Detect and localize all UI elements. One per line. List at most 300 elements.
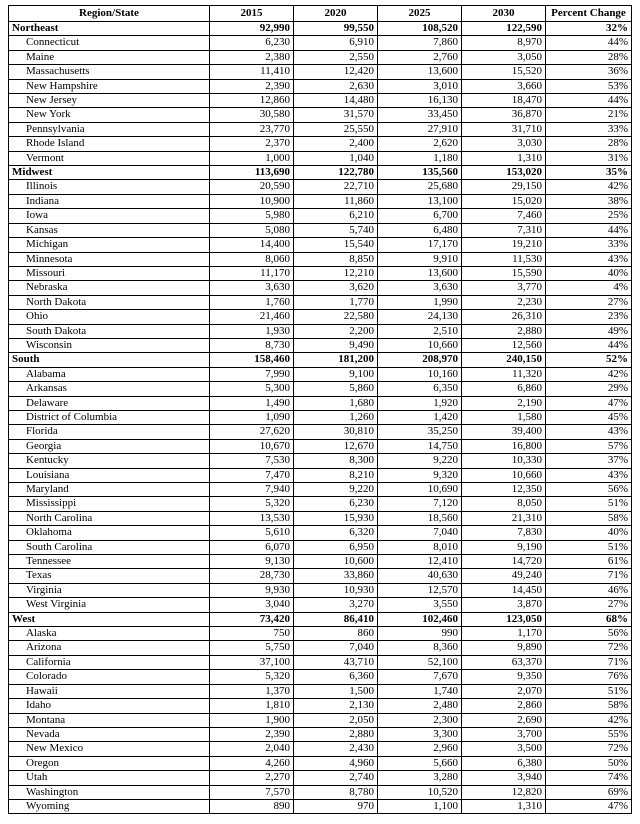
value-2020: 6,230 bbox=[294, 497, 378, 511]
state-name: Alabama bbox=[9, 367, 210, 381]
state-name: Louisiana bbox=[9, 468, 210, 482]
state-name: Colorado bbox=[9, 670, 210, 684]
value-2015: 5,300 bbox=[210, 382, 294, 396]
region-percent-change: 35% bbox=[546, 166, 632, 180]
percent-change: 40% bbox=[546, 526, 632, 540]
value-2030: 7,310 bbox=[462, 223, 546, 237]
value-2020: 2,130 bbox=[294, 699, 378, 713]
percent-change: 56% bbox=[546, 627, 632, 641]
value-2020: 6,910 bbox=[294, 36, 378, 50]
value-2015: 6,070 bbox=[210, 540, 294, 554]
value-2025: 10,690 bbox=[378, 483, 462, 497]
percent-change: 33% bbox=[546, 238, 632, 252]
value-2015: 9,130 bbox=[210, 555, 294, 569]
state-name: Tennessee bbox=[9, 555, 210, 569]
value-2030: 15,020 bbox=[462, 194, 546, 208]
percent-change: 42% bbox=[546, 713, 632, 727]
value-2020: 1,500 bbox=[294, 684, 378, 698]
region-value-2030: 122,590 bbox=[462, 22, 546, 36]
value-2025: 6,700 bbox=[378, 209, 462, 223]
state-name: Rhode Island bbox=[9, 137, 210, 151]
table-row bbox=[9, 742, 632, 756]
table-row bbox=[9, 324, 632, 338]
value-2025: 1,180 bbox=[378, 151, 462, 165]
value-2030: 15,590 bbox=[462, 266, 546, 280]
percent-change: 43% bbox=[546, 468, 632, 482]
value-2020: 25,550 bbox=[294, 122, 378, 136]
percent-change: 51% bbox=[546, 684, 632, 698]
value-2030: 15,520 bbox=[462, 65, 546, 79]
value-2025: 2,760 bbox=[378, 50, 462, 64]
region-row bbox=[9, 22, 632, 36]
state-name: Virginia bbox=[9, 583, 210, 597]
value-2030: 3,700 bbox=[462, 727, 546, 741]
value-2020: 12,670 bbox=[294, 439, 378, 453]
percent-change: 44% bbox=[546, 338, 632, 352]
percent-change: 46% bbox=[546, 583, 632, 597]
value-2025: 7,120 bbox=[378, 497, 462, 511]
value-2020: 8,850 bbox=[294, 252, 378, 266]
value-2025: 13,100 bbox=[378, 194, 462, 208]
percent-change: 27% bbox=[546, 598, 632, 612]
value-2015: 8,730 bbox=[210, 338, 294, 352]
state-name: Michigan bbox=[9, 238, 210, 252]
value-2025: 35,250 bbox=[378, 425, 462, 439]
value-2020: 2,550 bbox=[294, 50, 378, 64]
value-2030: 3,050 bbox=[462, 50, 546, 64]
table-row bbox=[9, 454, 632, 468]
value-2025: 2,510 bbox=[378, 324, 462, 338]
percent-change: 56% bbox=[546, 483, 632, 497]
value-2025: 27,910 bbox=[378, 122, 462, 136]
value-2020: 8,210 bbox=[294, 468, 378, 482]
value-2020: 7,040 bbox=[294, 641, 378, 655]
value-2025: 9,320 bbox=[378, 468, 462, 482]
value-2025: 2,620 bbox=[378, 137, 462, 151]
value-2025: 9,220 bbox=[378, 454, 462, 468]
table-row bbox=[9, 194, 632, 208]
value-2030: 36,870 bbox=[462, 108, 546, 122]
region-value-2025: 135,560 bbox=[378, 166, 462, 180]
percent-change: 47% bbox=[546, 799, 632, 813]
value-2030: 12,820 bbox=[462, 785, 546, 799]
value-2025: 25,680 bbox=[378, 180, 462, 194]
value-2030: 10,660 bbox=[462, 468, 546, 482]
table-row bbox=[9, 526, 632, 540]
value-2030: 6,860 bbox=[462, 382, 546, 396]
state-name: West Virginia bbox=[9, 598, 210, 612]
value-2030: 19,210 bbox=[462, 238, 546, 252]
table-row bbox=[9, 382, 632, 396]
value-2030: 1,310 bbox=[462, 151, 546, 165]
region-value-2020: 99,550 bbox=[294, 22, 378, 36]
value-2015: 8,060 bbox=[210, 252, 294, 266]
value-2020: 1,680 bbox=[294, 396, 378, 410]
region-value-2025: 102,460 bbox=[378, 612, 462, 626]
value-2020: 9,100 bbox=[294, 367, 378, 381]
value-2015: 14,400 bbox=[210, 238, 294, 252]
table-row bbox=[9, 727, 632, 741]
value-2025: 40,630 bbox=[378, 569, 462, 583]
value-2015: 890 bbox=[210, 799, 294, 813]
value-2015: 10,900 bbox=[210, 194, 294, 208]
value-2020: 2,400 bbox=[294, 137, 378, 151]
value-2030: 21,310 bbox=[462, 511, 546, 525]
value-2030: 2,860 bbox=[462, 699, 546, 713]
value-2030: 1,170 bbox=[462, 627, 546, 641]
value-2025: 6,480 bbox=[378, 223, 462, 237]
value-2025: 1,740 bbox=[378, 684, 462, 698]
state-name: Wyoming bbox=[9, 799, 210, 813]
table-row bbox=[9, 799, 632, 813]
region-value-2015: 92,990 bbox=[210, 22, 294, 36]
state-name: Illinois bbox=[9, 180, 210, 194]
percent-change: 44% bbox=[546, 94, 632, 108]
state-name: Delaware bbox=[9, 396, 210, 410]
table-row bbox=[9, 180, 632, 194]
value-2015: 750 bbox=[210, 627, 294, 641]
table-row bbox=[9, 209, 632, 223]
table-row bbox=[9, 771, 632, 785]
table-row bbox=[9, 699, 632, 713]
percent-change: 23% bbox=[546, 310, 632, 324]
value-2025: 1,420 bbox=[378, 410, 462, 424]
value-2025: 17,170 bbox=[378, 238, 462, 252]
value-2030: 2,690 bbox=[462, 713, 546, 727]
value-2030: 12,350 bbox=[462, 483, 546, 497]
value-2020: 2,200 bbox=[294, 324, 378, 338]
header-percent-change: Percent Change bbox=[546, 6, 632, 22]
state-name: Alaska bbox=[9, 627, 210, 641]
table-row bbox=[9, 223, 632, 237]
value-2020: 30,810 bbox=[294, 425, 378, 439]
value-2030: 3,500 bbox=[462, 742, 546, 756]
value-2025: 12,570 bbox=[378, 583, 462, 597]
region-row bbox=[9, 353, 632, 367]
state-name: Vermont bbox=[9, 151, 210, 165]
state-name: Oregon bbox=[9, 756, 210, 770]
value-2030: 1,580 bbox=[462, 410, 546, 424]
value-2020: 10,600 bbox=[294, 555, 378, 569]
region-row bbox=[9, 166, 632, 180]
state-name: Arizona bbox=[9, 641, 210, 655]
value-2015: 21,460 bbox=[210, 310, 294, 324]
region-value-2015: 158,460 bbox=[210, 353, 294, 367]
percent-change: 36% bbox=[546, 65, 632, 79]
table-row bbox=[9, 756, 632, 770]
value-2030: 2,190 bbox=[462, 396, 546, 410]
value-2025: 2,300 bbox=[378, 713, 462, 727]
region-percent-change: 52% bbox=[546, 353, 632, 367]
value-2030: 14,720 bbox=[462, 555, 546, 569]
value-2020: 12,210 bbox=[294, 266, 378, 280]
state-name: Missouri bbox=[9, 266, 210, 280]
value-2015: 20,590 bbox=[210, 180, 294, 194]
percent-change: 72% bbox=[546, 742, 632, 756]
table-row bbox=[9, 670, 632, 684]
value-2030: 16,800 bbox=[462, 439, 546, 453]
value-2030: 18,470 bbox=[462, 94, 546, 108]
value-2015: 5,610 bbox=[210, 526, 294, 540]
value-2030: 49,240 bbox=[462, 569, 546, 583]
value-2015: 27,620 bbox=[210, 425, 294, 439]
header-2020: 2020 bbox=[294, 6, 378, 22]
percent-change: 58% bbox=[546, 699, 632, 713]
value-2015: 1,930 bbox=[210, 324, 294, 338]
value-2020: 4,960 bbox=[294, 756, 378, 770]
state-name: Indiana bbox=[9, 194, 210, 208]
value-2020: 9,220 bbox=[294, 483, 378, 497]
value-2015: 23,770 bbox=[210, 122, 294, 136]
value-2025: 13,600 bbox=[378, 266, 462, 280]
value-2020: 6,950 bbox=[294, 540, 378, 554]
value-2020: 6,210 bbox=[294, 209, 378, 223]
value-2020: 2,880 bbox=[294, 727, 378, 741]
table-row bbox=[9, 684, 632, 698]
value-2030: 11,320 bbox=[462, 367, 546, 381]
value-2030: 2,070 bbox=[462, 684, 546, 698]
table-row bbox=[9, 310, 632, 324]
region-name: Northeast bbox=[9, 22, 210, 36]
percent-change: 42% bbox=[546, 367, 632, 381]
value-2015: 37,100 bbox=[210, 655, 294, 669]
state-name: Maryland bbox=[9, 483, 210, 497]
value-2015: 2,270 bbox=[210, 771, 294, 785]
value-2015: 2,390 bbox=[210, 727, 294, 741]
percent-change: 40% bbox=[546, 266, 632, 280]
state-name: Nevada bbox=[9, 727, 210, 741]
value-2025: 1,920 bbox=[378, 396, 462, 410]
state-name: California bbox=[9, 655, 210, 669]
value-2030: 3,870 bbox=[462, 598, 546, 612]
region-value-2025: 108,520 bbox=[378, 22, 462, 36]
table-row bbox=[9, 367, 632, 381]
value-2030: 8,970 bbox=[462, 36, 546, 50]
table-row bbox=[9, 338, 632, 352]
state-name: Oklahoma bbox=[9, 526, 210, 540]
value-2030: 9,350 bbox=[462, 670, 546, 684]
region-percent-change: 32% bbox=[546, 22, 632, 36]
table-row bbox=[9, 627, 632, 641]
value-2025: 16,130 bbox=[378, 94, 462, 108]
value-2025: 33,450 bbox=[378, 108, 462, 122]
value-2030: 29,150 bbox=[462, 180, 546, 194]
header-2025: 2025 bbox=[378, 6, 462, 22]
value-2030: 3,940 bbox=[462, 771, 546, 785]
value-2020: 33,860 bbox=[294, 569, 378, 583]
percent-change: 28% bbox=[546, 137, 632, 151]
percent-change: 50% bbox=[546, 756, 632, 770]
value-2030: 7,460 bbox=[462, 209, 546, 223]
value-2030: 11,530 bbox=[462, 252, 546, 266]
percent-change: 28% bbox=[546, 50, 632, 64]
value-2025: 14,750 bbox=[378, 439, 462, 453]
value-2020: 970 bbox=[294, 799, 378, 813]
value-2015: 2,040 bbox=[210, 742, 294, 756]
state-name: Nebraska bbox=[9, 281, 210, 295]
value-2025: 18,560 bbox=[378, 511, 462, 525]
value-2015: 5,750 bbox=[210, 641, 294, 655]
value-2015: 28,730 bbox=[210, 569, 294, 583]
value-2025: 7,860 bbox=[378, 36, 462, 50]
table-row bbox=[9, 555, 632, 569]
state-name: New Hampshire bbox=[9, 79, 210, 93]
value-2020: 1,260 bbox=[294, 410, 378, 424]
projection-table bbox=[8, 5, 632, 814]
value-2030: 2,230 bbox=[462, 295, 546, 309]
value-2025: 24,130 bbox=[378, 310, 462, 324]
value-2025: 8,360 bbox=[378, 641, 462, 655]
value-2015: 2,370 bbox=[210, 137, 294, 151]
table-row bbox=[9, 266, 632, 280]
value-2015: 30,580 bbox=[210, 108, 294, 122]
value-2015: 3,040 bbox=[210, 598, 294, 612]
table-row bbox=[9, 50, 632, 64]
value-2020: 3,270 bbox=[294, 598, 378, 612]
region-value-2015: 73,420 bbox=[210, 612, 294, 626]
table-row bbox=[9, 252, 632, 266]
value-2020: 6,360 bbox=[294, 670, 378, 684]
percent-change: 71% bbox=[546, 569, 632, 583]
value-2030: 3,030 bbox=[462, 137, 546, 151]
table-row bbox=[9, 468, 632, 482]
value-2025: 10,160 bbox=[378, 367, 462, 381]
value-2015: 6,230 bbox=[210, 36, 294, 50]
percent-change: 74% bbox=[546, 771, 632, 785]
percent-change: 44% bbox=[546, 223, 632, 237]
state-name: North Dakota bbox=[9, 295, 210, 309]
value-2020: 10,930 bbox=[294, 583, 378, 597]
state-name: District of Columbia bbox=[9, 410, 210, 424]
value-2025: 1,100 bbox=[378, 799, 462, 813]
percent-change: 44% bbox=[546, 36, 632, 50]
value-2020: 1,770 bbox=[294, 295, 378, 309]
percent-change: 72% bbox=[546, 641, 632, 655]
percent-change: 49% bbox=[546, 324, 632, 338]
value-2020: 11,860 bbox=[294, 194, 378, 208]
value-2020: 15,540 bbox=[294, 238, 378, 252]
table-row bbox=[9, 238, 632, 252]
value-2020: 2,740 bbox=[294, 771, 378, 785]
value-2020: 43,710 bbox=[294, 655, 378, 669]
state-name: Hawaii bbox=[9, 684, 210, 698]
value-2025: 5,660 bbox=[378, 756, 462, 770]
value-2020: 6,320 bbox=[294, 526, 378, 540]
region-value-2030: 123,050 bbox=[462, 612, 546, 626]
state-name: Massachusetts bbox=[9, 65, 210, 79]
value-2030: 14,450 bbox=[462, 583, 546, 597]
value-2030: 8,050 bbox=[462, 497, 546, 511]
value-2015: 10,670 bbox=[210, 439, 294, 453]
value-2025: 7,040 bbox=[378, 526, 462, 540]
percent-change: 61% bbox=[546, 555, 632, 569]
percent-change: 38% bbox=[546, 194, 632, 208]
value-2030: 1,310 bbox=[462, 799, 546, 813]
table-row bbox=[9, 425, 632, 439]
value-2020: 3,620 bbox=[294, 281, 378, 295]
table-row bbox=[9, 65, 632, 79]
value-2015: 5,320 bbox=[210, 670, 294, 684]
table-row bbox=[9, 439, 632, 453]
table-row bbox=[9, 483, 632, 497]
value-2030: 26,310 bbox=[462, 310, 546, 324]
header-2030: 2030 bbox=[462, 6, 546, 22]
percent-change: 45% bbox=[546, 410, 632, 424]
value-2020: 8,780 bbox=[294, 785, 378, 799]
state-name: New Jersey bbox=[9, 94, 210, 108]
table-row bbox=[9, 122, 632, 136]
value-2015: 13,530 bbox=[210, 511, 294, 525]
value-2025: 9,910 bbox=[378, 252, 462, 266]
value-2030: 3,770 bbox=[462, 281, 546, 295]
state-name: Kansas bbox=[9, 223, 210, 237]
value-2030: 39,400 bbox=[462, 425, 546, 439]
value-2020: 12,420 bbox=[294, 65, 378, 79]
state-name: Kentucky bbox=[9, 454, 210, 468]
state-name: South Carolina bbox=[9, 540, 210, 554]
value-2015: 7,570 bbox=[210, 785, 294, 799]
table-row bbox=[9, 598, 632, 612]
table-row bbox=[9, 295, 632, 309]
state-name: Idaho bbox=[9, 699, 210, 713]
value-2020: 31,570 bbox=[294, 108, 378, 122]
state-name: Mississippi bbox=[9, 497, 210, 511]
percent-change: 31% bbox=[546, 151, 632, 165]
value-2020: 860 bbox=[294, 627, 378, 641]
value-2020: 2,430 bbox=[294, 742, 378, 756]
value-2025: 12,410 bbox=[378, 555, 462, 569]
table-row bbox=[9, 497, 632, 511]
value-2025: 2,960 bbox=[378, 742, 462, 756]
percent-change: 27% bbox=[546, 295, 632, 309]
value-2030: 12,560 bbox=[462, 338, 546, 352]
value-2015: 5,980 bbox=[210, 209, 294, 223]
value-2025: 6,350 bbox=[378, 382, 462, 396]
value-2015: 1,900 bbox=[210, 713, 294, 727]
state-name: Ohio bbox=[9, 310, 210, 324]
state-name: Texas bbox=[9, 569, 210, 583]
table-row bbox=[9, 641, 632, 655]
value-2015: 4,260 bbox=[210, 756, 294, 770]
value-2015: 2,380 bbox=[210, 50, 294, 64]
value-2030: 31,710 bbox=[462, 122, 546, 136]
value-2020: 8,300 bbox=[294, 454, 378, 468]
table-row bbox=[9, 281, 632, 295]
value-2025: 10,520 bbox=[378, 785, 462, 799]
percent-change: 58% bbox=[546, 511, 632, 525]
region-name: Midwest bbox=[9, 166, 210, 180]
percent-change: 47% bbox=[546, 396, 632, 410]
value-2030: 9,890 bbox=[462, 641, 546, 655]
region-value-2020: 122,780 bbox=[294, 166, 378, 180]
value-2015: 7,940 bbox=[210, 483, 294, 497]
value-2015: 7,530 bbox=[210, 454, 294, 468]
value-2015: 5,080 bbox=[210, 223, 294, 237]
value-2025: 3,300 bbox=[378, 727, 462, 741]
value-2015: 5,320 bbox=[210, 497, 294, 511]
state-name: Pennsylvania bbox=[9, 122, 210, 136]
table-row bbox=[9, 36, 632, 50]
region-value-2020: 86,410 bbox=[294, 612, 378, 626]
table-row bbox=[9, 569, 632, 583]
percent-change: 76% bbox=[546, 670, 632, 684]
value-2025: 1,990 bbox=[378, 295, 462, 309]
percent-change: 43% bbox=[546, 252, 632, 266]
table-row bbox=[9, 108, 632, 122]
region-value-2020: 181,200 bbox=[294, 353, 378, 367]
value-2025: 52,100 bbox=[378, 655, 462, 669]
value-2020: 5,860 bbox=[294, 382, 378, 396]
